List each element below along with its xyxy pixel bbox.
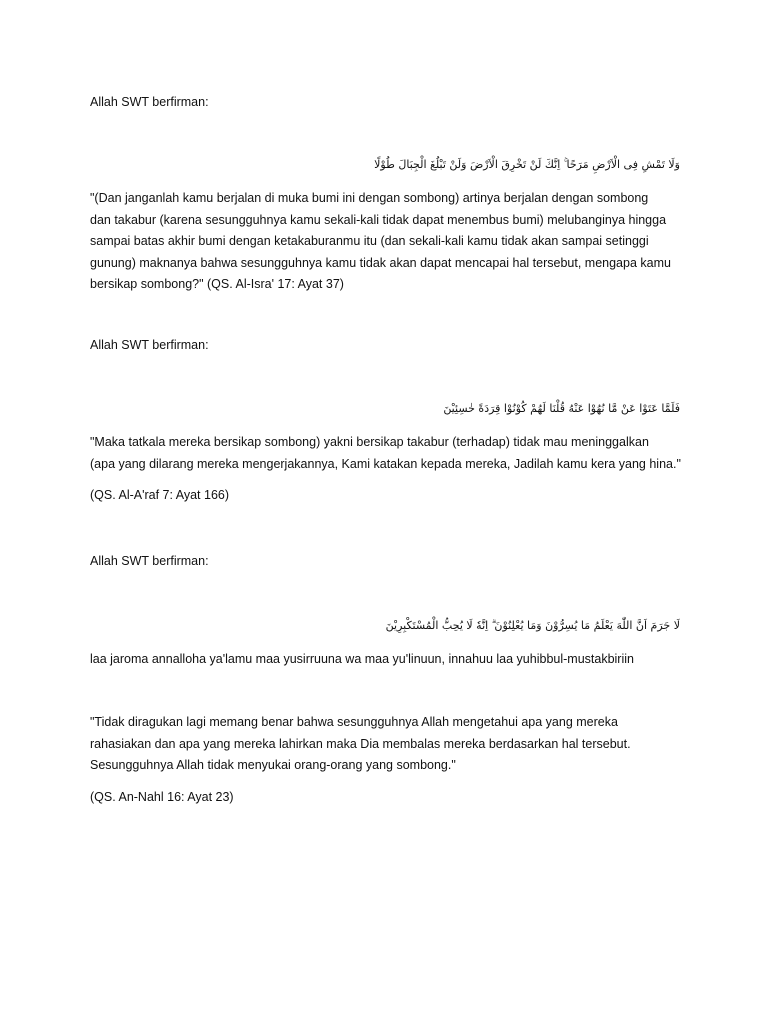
section-1-heading: Allah SWT berfirman: — [90, 95, 209, 109]
translation-line: "Maka tatkala mereka bersikap sombong) yakni bersikap takabur (terhadap) tidak mau meninggalkan — [90, 435, 649, 449]
translation-line: sampai batas akhir bumi dengan ketakaburanmu itu (dan sekali-kali kamu tidak akan sampai setinggi — [90, 234, 649, 248]
section-3-heading: Allah SWT berfirman: — [90, 554, 209, 568]
translation-line: "Tidak diragukan lagi memang benar bahwa sesungguhnya Allah mengetahui apa yang mereka — [90, 715, 618, 729]
translation-line: dan takabur (karena sesungguhnya kamu sekali-kali tidak dapat menembus bumi) melubanginya hingga — [90, 212, 667, 227]
section-2-arabic-verse: فَلَمَّا عَتَوْا عَنْ مَّا نُهُوْا عَنْهُ قُلْنَا لَهُمْ كُوْنُوْا قِرَدَةً خٰسِئِيْنَ — [443, 402, 680, 415]
translation-line: Sesungguhnya Allah tidak menyukai orang-orang yang sombong." — [90, 758, 456, 772]
section-3-reference: (QS. An-Nahl 16: Ayat 23) — [90, 790, 234, 804]
translation-line: (apa yang dilarang mereka mengerjakannya, Kami katakan kepada mereka, Jadilah kamu kera yang hina." — [90, 456, 681, 471]
section-3-arabic-verse: لَا جَرَمَ اَنَّ اللّٰهَ يَعْلَمُ مَا يُسِرُّوْنَ وَمَا يُعْلِنُوْنَ ۗ اِنَّهٗ لَا يُحِبُّ الْمُسْتَكْبِرِيْنَ — [385, 619, 680, 632]
section-3-translation — [90, 712, 680, 777]
section-2-heading: Allah SWT berfirman: — [90, 338, 209, 352]
translation-line: bersikap sombong?" (QS. Al-Isra' 17: Ayat 37) — [90, 277, 344, 291]
translation-line: gunung) maknanya bahwa sesungguhnya kamu tidak akan dapat mencapai hal tersebut, mengapa kamu — [90, 255, 671, 270]
section-2-translation — [90, 432, 680, 475]
section-1-translation — [90, 188, 680, 296]
translation-line: "(Dan janganlah kamu berjalan di muka bumi ini dengan sombong) artinya berjalan dengan sombong — [90, 191, 649, 205]
section-2-reference: (QS. Al-A'raf 7: Ayat 166) — [90, 488, 230, 502]
section-1-arabic-verse: وَلَا تَمْشِ فِى الْاَرْضِ مَرَحًا ۚ اِنَّكَ لَنْ تَخْرِقَ الْاَرْضَ وَلَنْ تَبْلُغَ الْجِبَالَ طُوْلًا — [374, 158, 680, 171]
translation-line: rahasiakan dan apa yang mereka lahirkan maka Dia membalas mereka berdasarkan hal tersebut. — [90, 736, 631, 751]
section-3-transliteration: laa jaroma annalloha ya'lamu maa yusirruuna wa maa yu'linuun, innahuu laa yuhibbul-mustakbiriin — [90, 652, 634, 666]
